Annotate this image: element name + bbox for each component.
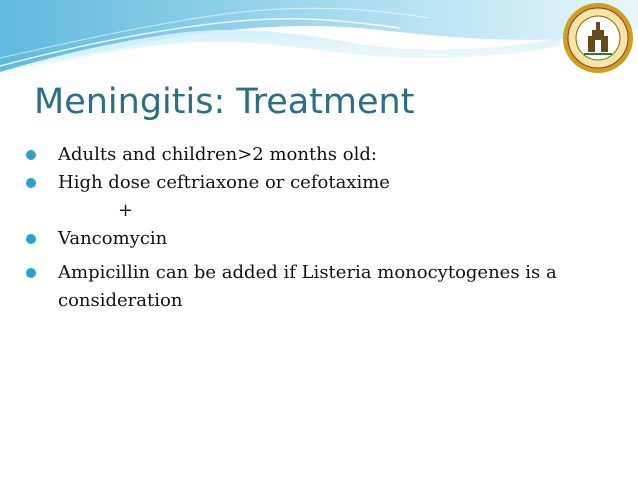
bullet-item	[22, 169, 622, 197]
bullet-item	[22, 259, 622, 315]
bullet-item	[22, 225, 622, 253]
bullet-text: Vancomycin	[58, 228, 168, 249]
bullet-dot-icon	[26, 150, 36, 160]
university-seal-icon	[562, 2, 634, 74]
bullet-list	[22, 141, 622, 315]
bullet-dot-icon	[26, 178, 36, 188]
bullet-dot-icon	[26, 268, 36, 278]
bullet-item	[22, 141, 622, 169]
bullet-text: Adults and children>2 months old:	[58, 144, 377, 165]
plus-line	[22, 197, 622, 225]
bullet-dot-icon	[26, 234, 36, 244]
bullet-text: Ampicillin can be added if Listeria monocytogenes is a consideration	[58, 262, 557, 311]
header-wave-decoration	[0, 0, 638, 80]
slide-title: Meningitis: Treatment	[34, 82, 415, 122]
plus-text: +	[118, 200, 134, 221]
bullet-text: High dose ceftriaxone or cefotaxime	[58, 172, 390, 193]
